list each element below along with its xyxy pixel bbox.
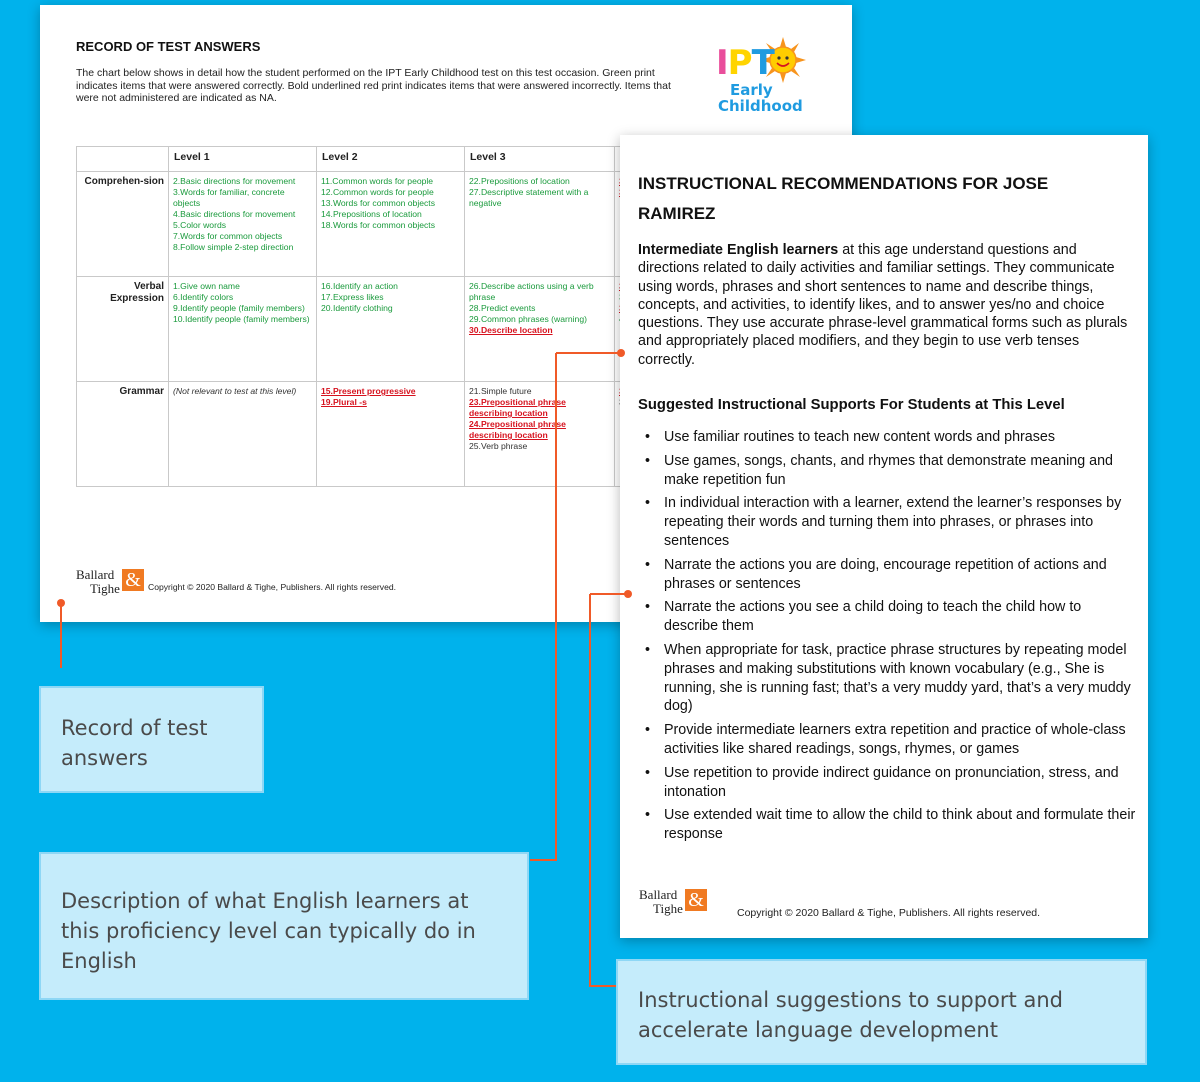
row-label: Grammar — [77, 382, 169, 487]
test-item: 18.Words for common objects — [321, 220, 435, 230]
header-level-2: Level 2 — [317, 147, 465, 172]
row-label: Comprehen-sion — [77, 172, 169, 277]
list-item: • Narrate the actions you see a child doing to teach the child how to describe them — [638, 598, 1138, 636]
record-title: RECORD OF TEST ANSWERS — [76, 39, 261, 54]
test-item: 10.Identify people (family members) — [173, 314, 310, 324]
test-item: 17.Express likes — [321, 292, 384, 302]
copyright-text: Copyright © 2020 Ballard & Tighe, Publishers. All rights reserved. — [148, 582, 397, 592]
list-item: • Use games, songs, chants, and rhymes that demonstrate meaning and make repetition fun — [638, 452, 1138, 490]
test-item: 24.Prepositional phrase describing location — [469, 419, 566, 440]
ballard-tighe-logo: Ballard Tighe & — [76, 567, 148, 597]
test-item: 26.Describe actions using a verb phrase — [469, 281, 594, 302]
callout-record: Record of test answers — [39, 686, 264, 793]
test-item: 11.Common words for people — [321, 176, 434, 186]
test-item: 19.Plural -s — [321, 397, 367, 407]
test-item: 28.Predict events — [469, 303, 536, 313]
test-item: 15.Present progressive — [321, 386, 416, 396]
callout-suggestions: Instructional suggestions to support and accelerate language development — [616, 959, 1147, 1065]
list-item: • Provide intermediate learners extra repetition and practice of whole-class activities like shared readings, songs, rhymes, or games — [638, 721, 1138, 759]
test-item: 3.Words for familiar, concrete objects — [173, 187, 285, 208]
logo-childhood: Childhood — [718, 97, 803, 115]
learner-description: Intermediate English learners at this age understand questions and directions related to daily activities and familiar settings. They communicate using words, phrases and short sentences to name and describe things, concepts, and activities, to identify likes, and to answer yes/no and choice questions. They use accurate phrase-level grammatical forms such as plurals and appropriately placed modifiers, and they begin to use verb tenses correctly. — [638, 242, 1128, 368]
test-item: 9.Identify people (family members) — [173, 303, 305, 313]
record-intro: The chart below shows in detail how the student performed on the IPT Early Childhood test on this test occasion. Green print indicates items that were answered correctly. Bold underlined red print indicates items that were answered incorrectly. Items that were not administered are indicated as NA. — [76, 67, 671, 104]
test-item: 2.Basic directions for movement — [173, 176, 296, 186]
list-item: • Use repetition to provide indirect guidance on pronunciation, stress, and intonation — [638, 764, 1138, 802]
connector-dot-description — [617, 349, 625, 357]
test-item: 27.Descriptive statement with a negative — [469, 187, 589, 208]
test-item: 25.Verb phrase — [469, 441, 528, 451]
connector-dot-suggestions — [624, 590, 632, 598]
test-item: 8.Follow simple 2-step direction — [173, 242, 294, 252]
test-item: 4.Basic directions for movement — [173, 209, 296, 219]
test-item: 12.Common words for people — [321, 187, 434, 197]
test-item: 7.Words for common objects — [173, 231, 283, 241]
list-item: • Use extended wait time to allow the child to think about and formulate their response — [638, 806, 1138, 844]
test-item: 21.Simple future — [469, 386, 532, 396]
test-item: 5.Color words — [173, 220, 227, 230]
list-item: • In individual interaction with a learner, extend the learner’s responses by repeating their words and turning them into phrases, or phrases into sentences — [638, 494, 1138, 550]
list-item: • When appropriate for task, practice phrase structures by repeating model phrases and making substitutions with known vocabulary (e.g., She is running, she is running fast; that’s a very muddy yard, that’s a very muddy dog) — [638, 641, 1138, 716]
recommendations-title: INSTRUCTIONAL RECOMMENDATIONS FOR JOSE RAMIREZ — [638, 174, 1049, 223]
test-item: 6.Identify colors — [173, 292, 234, 302]
ipt-early-childhood-logo: IPT Early Childhood — [716, 37, 808, 129]
row-label: Verbal Expression — [77, 277, 169, 382]
connector-dot-record — [57, 599, 65, 607]
list-item: • Use familiar routines to teach new content words and phrases — [638, 428, 1138, 447]
test-item: 1.Give own name — [173, 281, 240, 291]
list-item: • Narrate the actions you are doing, encourage repetition of actions and phrases or sentences — [638, 556, 1138, 594]
test-item: 13.Words for common objects — [321, 198, 435, 208]
test-item: 14.Prepositions of location — [321, 209, 422, 219]
test-item: 20.Identify clothing — [321, 303, 393, 313]
test-item: 22.Prepositions of location — [469, 176, 570, 186]
test-item: 29.Common phrases (warning) — [469, 314, 587, 324]
test-item: 16.Identify an action — [321, 281, 398, 291]
copyright-text: Copyright © 2020 Ballard & Tighe, Publishers. All rights reserved. — [737, 907, 1041, 919]
supports-subheading: Suggested Instructional Supports For Students at This Level — [638, 397, 1065, 413]
test-item: 23.Prepositional phrase describing location — [469, 397, 566, 418]
callout-description: Description of what English learners at this proficiency level can typically do in English — [39, 852, 529, 1000]
logo-early: Early — [730, 81, 773, 99]
test-item: 30.Describe location — [469, 325, 553, 335]
test-item: (Not relevant to test at this level) — [173, 386, 297, 396]
ballard-tighe-logo: Ballard Tighe & — [639, 887, 711, 917]
header-level-3: Level 3 — [465, 147, 615, 172]
header-level-1: Level 1 — [169, 147, 317, 172]
